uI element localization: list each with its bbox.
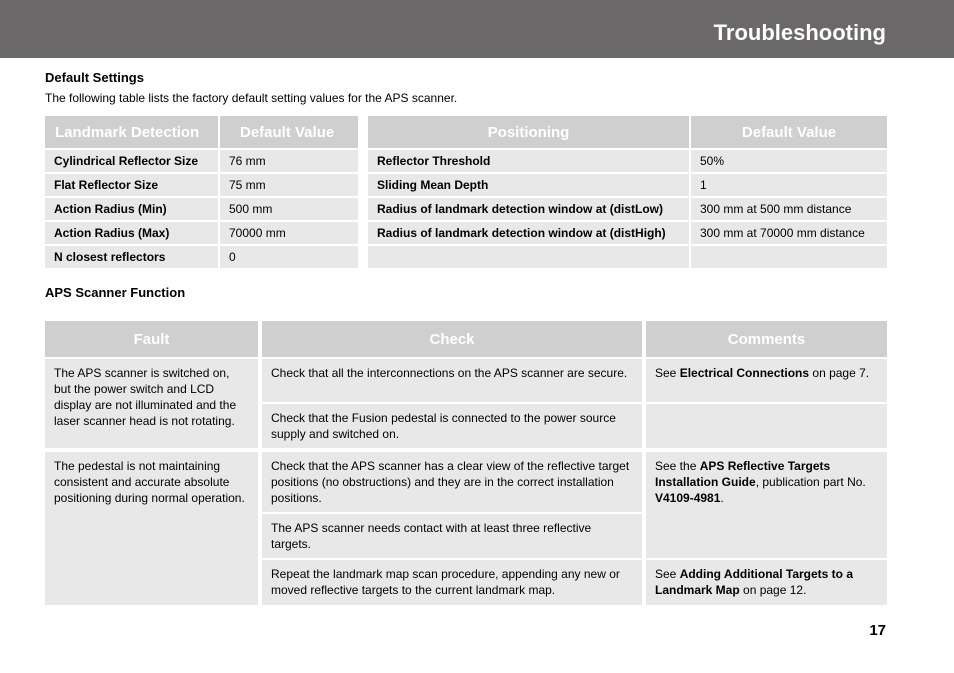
setting-value	[691, 246, 889, 270]
column-header-fault: Fault	[45, 321, 262, 359]
page-number: 17	[869, 622, 886, 639]
setting-value: 300 mm at 70000 mm distance	[691, 222, 889, 246]
setting-value: 500 mm	[220, 198, 360, 222]
table-row	[45, 150, 360, 174]
setting-name: Action Radius (Min)	[45, 198, 220, 222]
setting-value: 75 mm	[220, 174, 360, 198]
check-cell: Check that the APS scanner has a clear view of the reflective target positions (no obstructions) and they are in the correct installation positions.	[262, 452, 646, 514]
setting-name: Cylindrical Reflector Size	[45, 150, 220, 174]
setting-name: Reflector Threshold	[368, 150, 691, 174]
section-heading-default-settings: Default Settings	[45, 70, 144, 85]
comment-text: on page 7.	[809, 366, 870, 380]
comment-cell	[646, 452, 889, 560]
comment-cell	[646, 404, 889, 452]
check-cell: Check that all the interconnections on the APS scanner are secure.	[262, 359, 646, 404]
setting-name: Action Radius (Max)	[45, 222, 220, 246]
table-row	[368, 246, 889, 270]
setting-name: Radius of landmark detection window at (distHigh)	[368, 222, 691, 246]
comment-text: See the	[655, 459, 700, 473]
comment-text: on page 12.	[739, 583, 807, 597]
setting-value: 1	[691, 174, 889, 198]
table-row	[368, 174, 889, 198]
comment-text: See	[655, 567, 680, 581]
column-header: Default Value	[220, 116, 360, 150]
column-header-check: Check	[262, 321, 646, 359]
table-header-row	[45, 321, 889, 359]
table-row	[368, 198, 889, 222]
comment-cell	[646, 560, 889, 605]
table-row	[368, 150, 889, 174]
setting-name: Flat Reflector Size	[45, 174, 220, 198]
fault-cell: The pedestal is not maintaining consistent and accurate absolute positioning during normal operation.	[45, 452, 262, 605]
section-heading-aps-scanner-function: APS Scanner Function	[45, 285, 186, 300]
fault-check-table	[45, 321, 889, 605]
fault-cell: The APS scanner is switched on, but the power switch and LCD display are not illuminated and the laser scanner head is not rotating.	[45, 359, 262, 452]
intro-paragraph: The following table lists the factory default setting values for the APS scanner.	[45, 91, 458, 105]
comment-cell	[646, 359, 889, 404]
setting-value: 70000 mm	[220, 222, 360, 246]
column-header: Positioning	[368, 116, 691, 150]
check-cell: The APS scanner needs contact with at least three reflective targets.	[262, 514, 646, 560]
setting-name: Sliding Mean Depth	[368, 174, 691, 198]
header-bar	[0, 0, 954, 58]
table-row	[45, 198, 360, 222]
setting-name: N closest reflectors	[45, 246, 220, 270]
landmark-detection-table	[45, 116, 360, 270]
column-header: Landmark Detection	[45, 116, 220, 150]
table-row	[368, 222, 889, 246]
table-row	[45, 452, 889, 514]
table-row	[45, 222, 360, 246]
table-row	[45, 174, 360, 198]
table-header-row	[45, 116, 360, 150]
comment-part-number: V4109-4981	[655, 491, 721, 505]
comment-reference: APS Reflective Targets Installation Guide	[655, 459, 831, 489]
comment-text: , publication part No.	[755, 475, 866, 489]
table-row	[45, 246, 360, 270]
positioning-table	[368, 116, 889, 270]
setting-name: Radius of landmark detection window at (distLow)	[368, 198, 691, 222]
comment-text: See	[655, 366, 680, 380]
check-cell: Repeat the landmark map scan procedure, appending any new or moved reflective targets to the current landmark map.	[262, 560, 646, 605]
setting-value: 300 mm at 500 mm distance	[691, 198, 889, 222]
comment-text: .	[720, 491, 724, 505]
check-cell: Check that the Fusion pedestal is connected to the power source supply and switched on.	[262, 404, 646, 452]
setting-value: 76 mm	[220, 150, 360, 174]
table-row	[45, 359, 889, 404]
comment-reference: Adding Additional Targets to a Landmark Map	[655, 567, 854, 597]
column-header: Default Value	[691, 116, 889, 150]
column-header-comments: Comments	[646, 321, 889, 359]
comment-reference: Electrical Connections	[679, 366, 810, 380]
page-title: Troubleshooting	[713, 20, 886, 45]
setting-value: 0	[220, 246, 360, 270]
setting-value: 50%	[691, 150, 889, 174]
setting-name	[368, 246, 691, 270]
table-header-row	[368, 116, 889, 150]
